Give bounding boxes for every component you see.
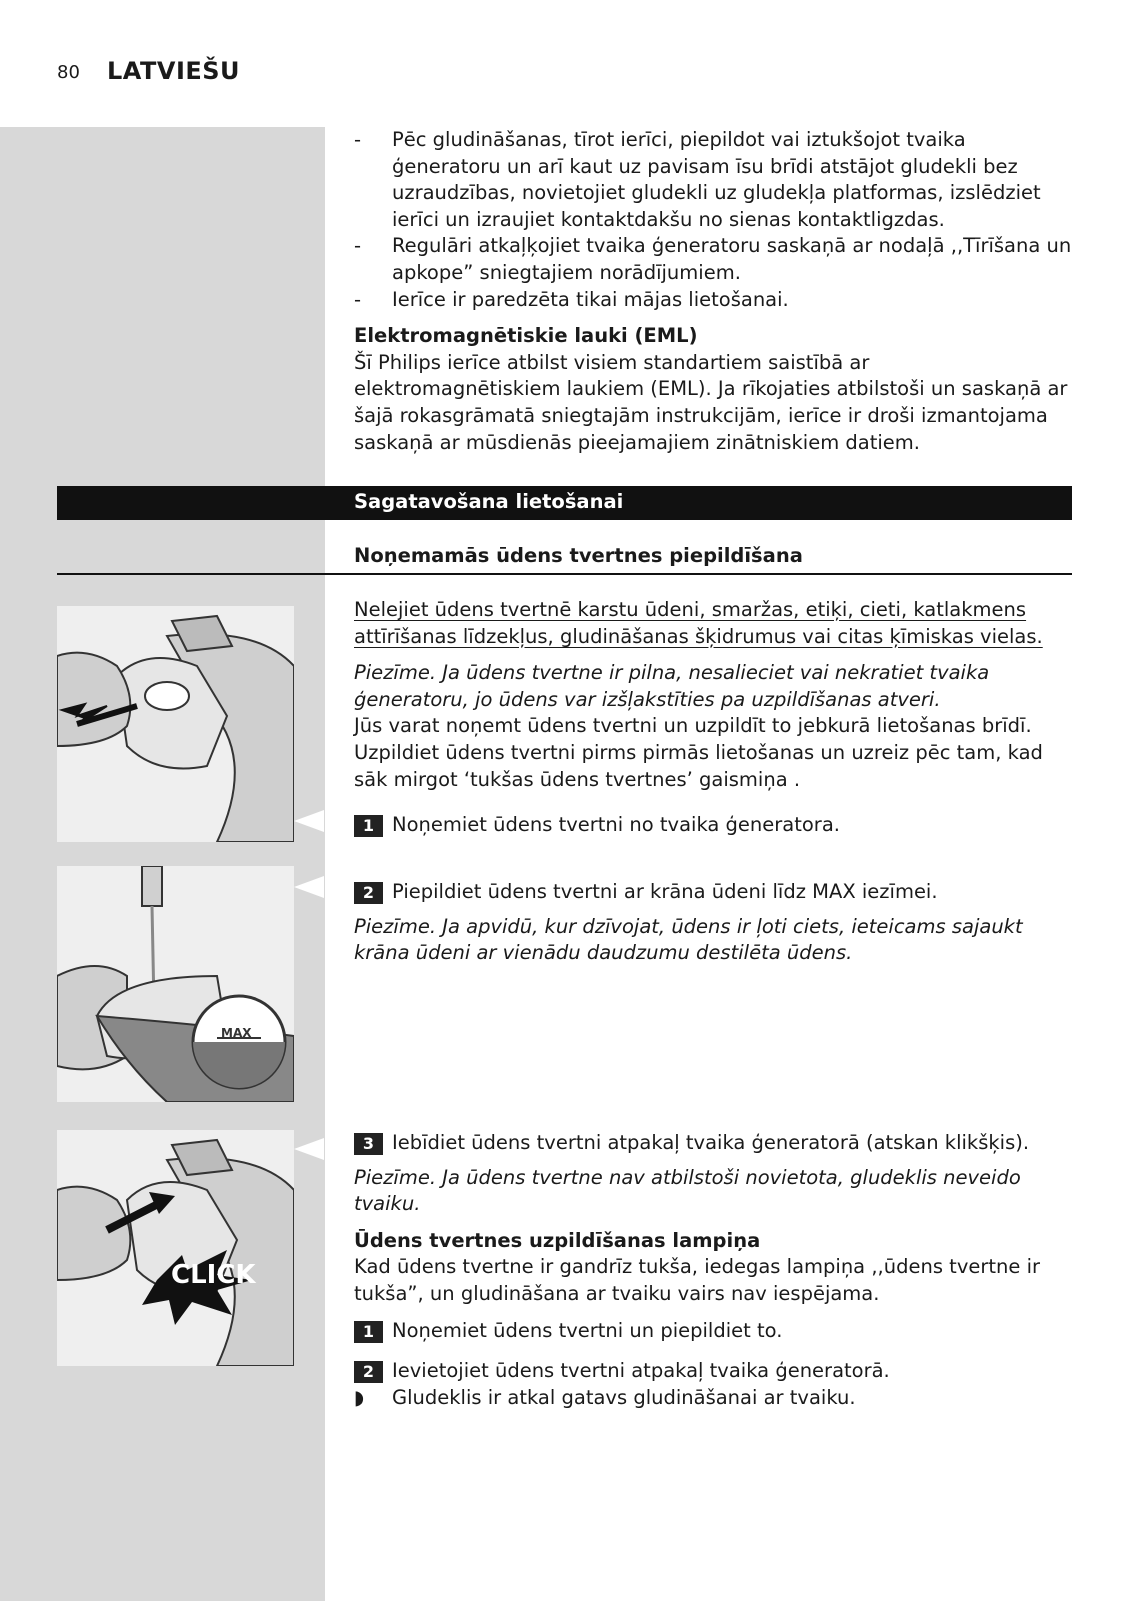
warning-text: Nelejiet ūdens tvertnē karstu ūdeni, smaržas, etiķi, cieti, katlakmens attīrīšanas līdzekļus, gludināšanas šķidrumus vai citas ķīmiskas vielas.: [354, 598, 1043, 648]
step-number: 1: [354, 815, 383, 837]
bullet-text: Ierīce ir paredzēta tikai mājas lietošanai.: [392, 287, 789, 311]
step-number: 2: [354, 1361, 383, 1383]
note-text: Piezīme. Ja apvidū, kur dzīvojat, ūdens ir ļoti ciets, ieteicams sajaukt krāna ūdeni ar vienādu daudzumu destilēta ūdens.: [354, 914, 1023, 965]
step-text: Noņemiet ūdens tvertni no tvaika ģeneratora.: [392, 813, 840, 836]
illustration-fill-tank: [57, 866, 294, 1102]
dash-mark: -: [354, 287, 362, 311]
language-heading: LATVIEŠU: [107, 57, 241, 85]
step-text: Piepildiet ūdens tvertni ar krāna ūdeni līdz MAX iezīmei.: [392, 880, 938, 903]
dash-mark: -: [354, 234, 362, 258]
gray-sidebar: [0, 127, 325, 1601]
step-text: Iebīdiet ūdens tvertni atpakaļ tvaika ģeneratorā (atskan klikšķis).: [392, 1131, 1030, 1154]
result-text: Gludeklis ir atkal gatavs gludināšanai ar tvaiku.: [392, 1385, 856, 1409]
step-item: [354, 1130, 1074, 1157]
illustration-insert-tank: [57, 1130, 294, 1366]
page-number: 80: [57, 62, 80, 83]
step-number: 3: [354, 1133, 383, 1155]
list-item: [354, 287, 1074, 314]
subsection-heading: Noņemamās ūdens tvertnes piepildīšana: [354, 544, 803, 567]
intro-bullets: [354, 127, 1074, 456]
illustration-remove-tank: [57, 606, 294, 842]
bullet-text: Pēc gludināšanas, tīrot ierīci, piepildot vai iztukšojot tvaika ģeneratoru un arī kaut uz pavisam īsu brīdi atstājot gludekli bez uzraudzības, novietojiet gludekli uz gludekļa platformas, izslēdziet ierīci un izraujiet kontaktdakšu no sienas kontaktligzdas.: [392, 128, 1041, 231]
pointer-notch: [294, 876, 324, 898]
divider: [57, 573, 1072, 575]
max-label: MAX: [221, 1026, 252, 1040]
step-1: [354, 812, 1074, 839]
pointer-notch: [294, 810, 324, 832]
step-item: [354, 879, 1074, 906]
bullet-text: Regulāri atkaļķojiet tvaika ģeneratoru saskaņā ar nodaļā ,,Tīrīšana un apkope” sniegtajiem norādījumiem.: [392, 234, 1072, 284]
note-text: Piezīme. Ja ūdens tvertne nav atbilstoši novietota, gludeklis neveido tvaiku.: [354, 1165, 1021, 1216]
list-item: [354, 127, 1074, 233]
step-text: Ievietojiet ūdens tvertni atpakaļ tvaika ģeneratorā.: [392, 1359, 890, 1383]
step-item: [354, 812, 1074, 839]
lamp-text: Kad ūdens tvertne ir gandrīz tukša, iedegas lampiņa ,,ūdens tvertne ir tukša”, un gludināšana ar tvaiku vairs nav iespējama.: [354, 1255, 1041, 1305]
eml-heading: Elektromagnētiskie lauki (EML): [354, 324, 698, 348]
step-3-block: [354, 1130, 1074, 1411]
lamp-heading: Ūdens tvertnes uzpildīšanas lampiņa: [354, 1228, 761, 1252]
result-item: [354, 1385, 1074, 1412]
pointer-notch: [294, 1138, 324, 1160]
list-item: [354, 233, 1074, 286]
instructions-block-1: [354, 597, 1074, 793]
step-text: Noņemiet ūdens tvertni un piepildiet to.: [392, 1318, 783, 1342]
note-text: Piezīme. Ja ūdens tvertne ir pilna, nesalieciet vai nekratiet tvaika ģeneratoru, jo ūdens var izšļakstīties pa uzpildīšanas atveri.: [354, 661, 990, 711]
step-item: [354, 1318, 1074, 1345]
eml-text: Šī Philips ierīce atbilst visiem standartiem saistībā ar elektromagnētiskiem laukiem (EML). Ja rīkojaties atbilstoši un saskaņā ar šajā rokasgrāmatā sniegtajām instrukcijām, ierīce ir droši izmantojama saskaņā ar mūsdienās pieejamajiem zinātniskiem datiem.: [354, 350, 1068, 454]
step-number: 2: [354, 882, 383, 904]
intro-paragraph: Jūs varat noņemt ūdens tvertni un uzpildīt to jebkurā lietošanas brīdī. Uzpildiet ūdens tvertni pirms pirmās lietošanas un uzreiz pēc tam, kad sāk mirgot ‘tukšas ūdens tvertnes’ gaismiņa .: [354, 714, 1043, 791]
step-2-block: [354, 879, 1074, 967]
step-item: [354, 1358, 1074, 1385]
section-title: Sagatavošana lietošanai: [354, 490, 624, 513]
click-label: CLICK: [171, 1260, 256, 1290]
step-number: 1: [354, 1321, 383, 1343]
result-mark: ◗: [354, 1385, 365, 1409]
dash-mark: -: [354, 128, 362, 151]
